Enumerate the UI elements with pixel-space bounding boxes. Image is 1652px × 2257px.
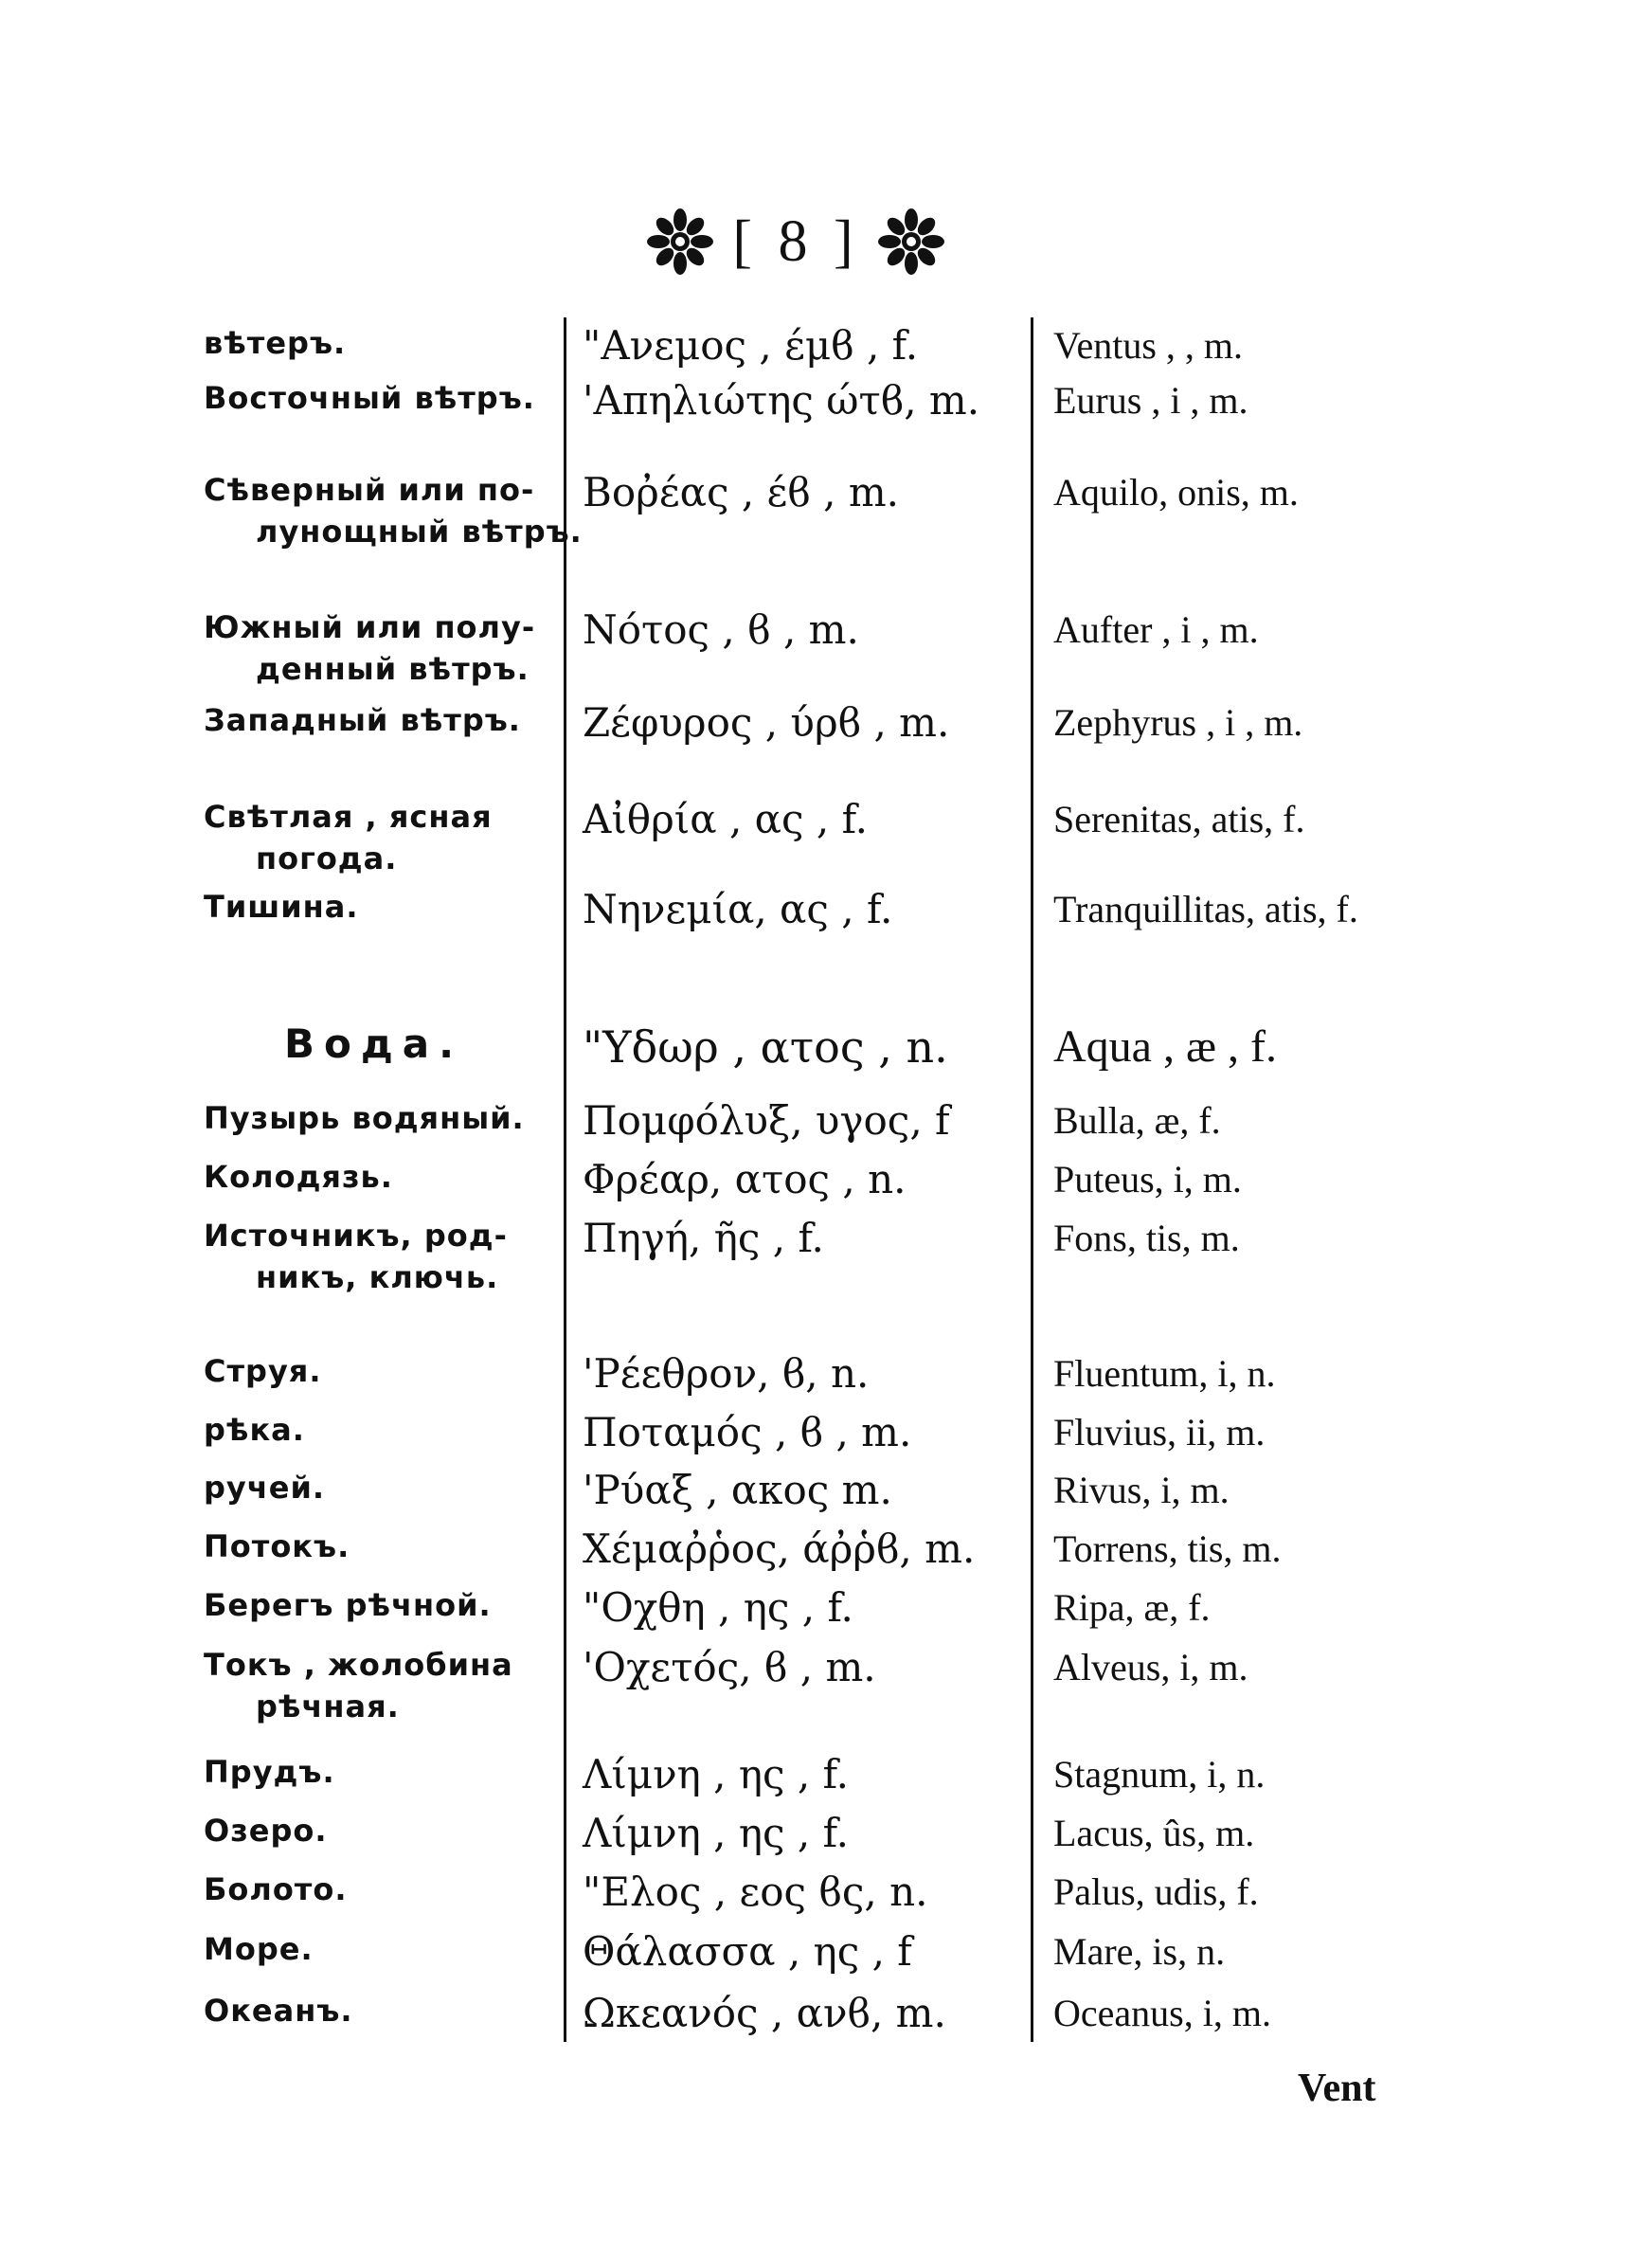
latin-term: Lacus, ûs, m.: [1053, 1812, 1255, 1854]
greek-term: Νότος , ϐ , m.: [583, 606, 859, 653]
latin-term: Aquilo, onis, m.: [1053, 471, 1299, 514]
greek-term: "Ανεμος , έμϐ , f.: [583, 322, 919, 369]
russian-term-line: денный вѣтръ.: [256, 651, 530, 687]
latin-term: Torrens, tis, m.: [1053, 1527, 1282, 1570]
russian-term-line: Западный вѣтръ.: [204, 702, 521, 738]
catchword: Vent: [1298, 2067, 1376, 2110]
latin-term: Zephyrus , i , m.: [1053, 701, 1303, 744]
russian-term: [204, 1156, 545, 1198]
russian-term: [204, 1928, 545, 1970]
russian-term-line: вѣтеръ.: [204, 325, 347, 361]
column-rule-right: [1031, 317, 1033, 2042]
greek-term: Βοῤέας , έϐ , m.: [583, 469, 899, 515]
russian-term: [204, 1350, 545, 1392]
russian-term-line: рѣка.: [204, 1412, 305, 1448]
russian-term-line: Море.: [204, 1931, 314, 1967]
greek-term: Αἰθρία , ας , f.: [583, 796, 868, 842]
latin-term: Oceanus, i, m.: [1053, 1992, 1271, 2034]
greek-term: "Ελος , εος ϐς, n.: [583, 1869, 928, 1915]
greek-term: 'Ρύαξ , ακος m.: [583, 1467, 892, 1513]
russian-term-line: Озеро.: [204, 1813, 328, 1849]
russian-term-line: Восточный вѣтръ.: [204, 380, 535, 416]
latin-term: Aqua , æ , f.: [1053, 1021, 1277, 1072]
latin-term: Bulla, æ, f.: [1053, 1099, 1221, 1142]
greek-term: "Υδωρ , ατος , n.: [583, 1021, 948, 1073]
russian-term-line: Токъ , жолобина: [204, 1647, 513, 1683]
russian-term-line: ручей.: [204, 1470, 326, 1506]
page-header: [606, 204, 985, 280]
latin-term: Alveus, i, m.: [1053, 1646, 1248, 1688]
latin-term: Mare, is, n.: [1053, 1930, 1226, 1973]
russian-term-line: Потокъ.: [204, 1528, 350, 1564]
greek-term: Λίμνη , ης , f.: [583, 1751, 849, 1797]
russian-term-line: Сѣверный или по-: [204, 472, 535, 508]
russian-term-line: Источникъ, род-: [204, 1218, 508, 1254]
russian-term: [204, 377, 545, 419]
latin-term: Fluvius, ii, m.: [1053, 1411, 1266, 1454]
russian-term: [204, 1097, 545, 1139]
russian-term-line: Южный или полу-: [204, 609, 536, 645]
russian-term-line: Вода.: [284, 1020, 464, 1067]
russian-term: [204, 886, 545, 928]
greek-term: Ωκεανός , ανϐ, m.: [583, 1990, 946, 2036]
russian-term: [204, 1584, 545, 1626]
latin-term: Fluentum, i, n.: [1053, 1352, 1276, 1395]
russian-term: [204, 796, 545, 879]
russian-term-line: Океанъ.: [204, 1993, 353, 2029]
latin-term: Puteus, i, m.: [1053, 1158, 1242, 1201]
russian-term-line: Свѣтлая , ясная: [204, 799, 493, 835]
greek-term: Πομφόλυξ, υγος, f: [583, 1097, 950, 1144]
russian-term-line: никъ, ключь.: [256, 1259, 499, 1295]
russian-term-line: Болото.: [204, 1871, 348, 1907]
latin-term: Ripa, æ, f.: [1053, 1586, 1211, 1629]
russian-term: [284, 1020, 625, 1067]
greek-term: Λίμνη , ης , f.: [583, 1810, 849, 1856]
greek-term: Ποταμός , ϐ , m.: [583, 1409, 912, 1455]
greek-term: 'Απηλιώτης ώτϐ, m.: [583, 377, 980, 424]
russian-term: [204, 1467, 545, 1508]
latin-term: Palus, udis, f.: [1053, 1870, 1259, 1913]
russian-term-line: рѣчная.: [256, 1688, 400, 1724]
column-rule-left: [564, 317, 566, 2042]
russian-term: [204, 1869, 545, 1910]
greek-term: Ζέφυρος , ύρϐ , m.: [583, 699, 950, 746]
russian-term: [204, 1751, 545, 1793]
russian-term: [204, 699, 545, 741]
russian-term-line: погода.: [256, 840, 398, 876]
russian-term: [204, 1409, 545, 1451]
greek-term: 'Οχετός, ϐ , m.: [583, 1644, 876, 1690]
rosette-ornament-left-icon: [647, 208, 713, 275]
russian-term-line: Струя.: [204, 1353, 322, 1389]
latin-term: Ventus , , m.: [1053, 324, 1243, 367]
greek-term: Πηγή, ῆς , f.: [583, 1215, 824, 1261]
greek-term: Νηνεμία, ας , f.: [583, 886, 893, 932]
russian-term-line: Берегъ рѣчной.: [204, 1587, 492, 1623]
greek-term: "Οχθη , ης , f.: [583, 1584, 853, 1631]
russian-term: [204, 606, 545, 690]
greek-term: Φρέαρ, ατος , n.: [583, 1156, 907, 1202]
rosette-ornament-right-icon: [878, 208, 944, 275]
greek-term: Θάλασσα , ης , f: [583, 1928, 912, 1975]
latin-term: Tranquillitas, atis, f.: [1053, 888, 1358, 930]
russian-term: [204, 1215, 545, 1298]
latin-term: Fons, tis, m.: [1053, 1217, 1240, 1259]
page-number: [ 8 ]: [732, 208, 859, 274]
russian-term-line: Тишина.: [204, 889, 359, 925]
latin-term: Stagnum, i, n.: [1053, 1753, 1266, 1796]
greek-term: Χέμαῤῥος, άῤῥϐ, m.: [583, 1526, 976, 1572]
russian-term: [204, 1526, 545, 1567]
russian-term: [204, 1644, 545, 1727]
greek-term: 'Ρέεθρον, ϐ, n.: [583, 1350, 870, 1397]
latin-term: Aufter , i , m.: [1053, 608, 1259, 651]
latin-term: Serenitas, atis, f.: [1053, 798, 1305, 840]
russian-term-line: Прудъ.: [204, 1754, 335, 1790]
russian-term: [204, 322, 545, 364]
russian-term: [204, 1990, 545, 2031]
russian-term-line: лунощный вѣтръ.: [256, 514, 583, 550]
latin-term: Eurus , i , m.: [1053, 379, 1248, 422]
russian-term: [204, 1810, 545, 1851]
latin-term: Rivus, i, m.: [1053, 1469, 1230, 1511]
russian-term: [204, 469, 583, 552]
russian-term-line: Пузырь водяный.: [204, 1100, 525, 1136]
russian-term-line: Колодязь.: [204, 1159, 393, 1195]
